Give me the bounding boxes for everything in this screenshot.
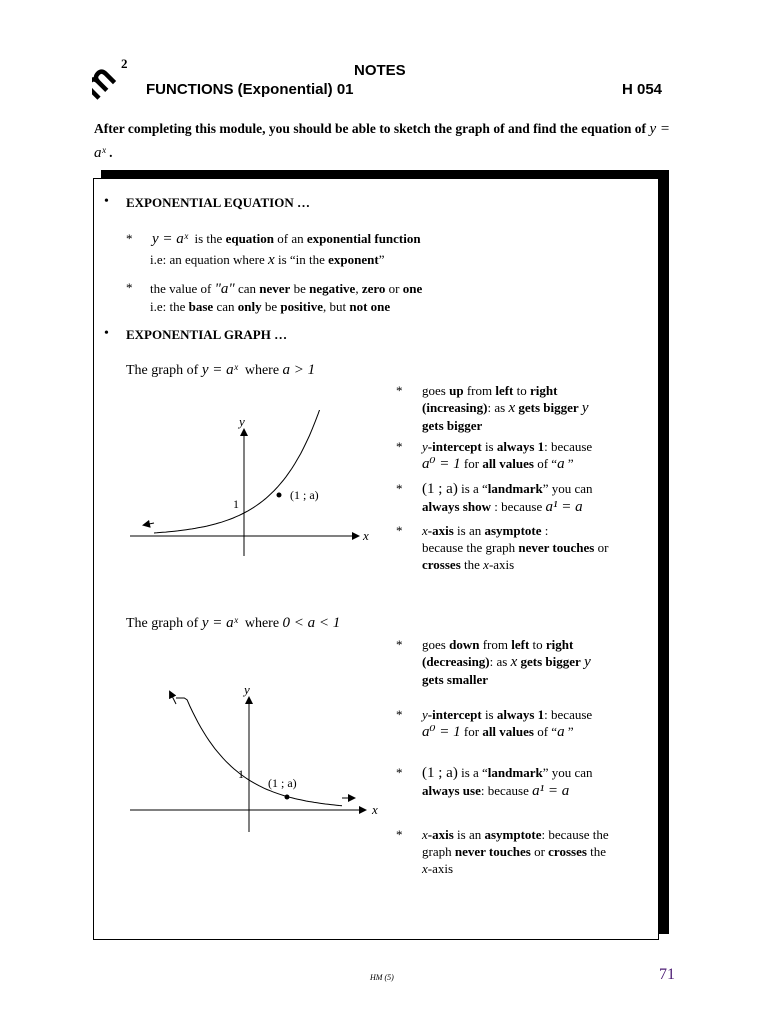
- graph2-point: [285, 795, 290, 800]
- s1-bold: positive: [280, 299, 323, 314]
- note-text: : as: [487, 400, 506, 415]
- header-notes: NOTES: [354, 62, 406, 79]
- note-bold: -axis: [427, 523, 454, 538]
- s1-bold: not one: [349, 299, 391, 314]
- bullet-icon: •: [104, 194, 109, 209]
- note-bold: gets smaller: [422, 672, 489, 687]
- intro-equation: y = aˣ: [94, 121, 670, 161]
- note-bold: crosses: [422, 557, 461, 572]
- note-bold: landmark: [487, 481, 543, 496]
- graph1-point: [277, 493, 282, 498]
- g2-note-4: [396, 826, 666, 877]
- s1-bold: only: [237, 299, 262, 314]
- g1-note-3: [396, 480, 666, 522]
- s1-text: ,: [355, 281, 359, 296]
- note-text: goes: [422, 383, 446, 398]
- asterisk-icon: *: [396, 481, 403, 496]
- s1-bold: zero: [361, 281, 386, 296]
- note-text: : as: [489, 654, 508, 669]
- note-var: x: [422, 523, 428, 538]
- note-text: ”: [564, 724, 574, 739]
- caption-cond: a > 1: [282, 362, 316, 378]
- section2-heading: EXPONENTIAL GRAPH …: [126, 327, 288, 342]
- note-text: -axis: [488, 557, 515, 572]
- note-text: is an: [457, 827, 482, 842]
- note-text: goes: [422, 637, 446, 652]
- header-code: H 054: [622, 81, 663, 98]
- note-bold: up: [449, 383, 464, 398]
- note-bold: all values: [482, 724, 534, 739]
- note-var: a: [557, 724, 565, 740]
- s1-text: is “in the: [277, 252, 325, 267]
- asterisk-icon: *: [396, 707, 403, 722]
- s1-bold: base: [188, 299, 214, 314]
- graph2-curve: [176, 698, 342, 806]
- note-text: because the graph: [422, 540, 516, 555]
- note-bold: always 1: [496, 439, 545, 454]
- caption-text: where: [244, 616, 280, 631]
- note-bold: never touches: [518, 540, 595, 555]
- note-bold: asymptote: [484, 523, 542, 538]
- note-text: for: [463, 456, 480, 471]
- s1-text: i.e: the: [150, 299, 186, 314]
- s1-bold: exponent: [328, 252, 379, 267]
- graph1-intercept: 1: [233, 497, 239, 511]
- note-var: y: [584, 654, 591, 670]
- s1-text: of an: [277, 231, 304, 246]
- s1-text: is the: [194, 231, 223, 246]
- s1-text: or: [388, 281, 400, 296]
- s1-item2-line1: [150, 280, 422, 298]
- asterisk-icon: *: [396, 765, 403, 780]
- note-text: graph: [422, 844, 452, 859]
- note-text: the: [590, 844, 607, 859]
- note-bold: crosses: [548, 844, 587, 859]
- note-text: -axis: [427, 861, 454, 876]
- note-eq: a¹ = a: [532, 783, 570, 799]
- graph1-notes: [396, 382, 666, 573]
- note-bold: left: [511, 637, 530, 652]
- s1-var: "a": [214, 281, 235, 297]
- asterisk-icon: *: [396, 439, 403, 454]
- graph2-caption: [126, 615, 340, 632]
- note-text: to: [532, 637, 543, 652]
- graph2-x-label: x: [372, 802, 378, 817]
- note-text: :: [541, 523, 549, 538]
- note-bold: landmark: [487, 765, 543, 780]
- s1-bold: equation: [225, 231, 274, 246]
- asterisk-icon: *: [396, 637, 403, 652]
- note-text: to: [516, 383, 527, 398]
- asterisk-icon: *: [126, 231, 133, 246]
- section1-heading: EXPONENTIAL EQUATION …: [126, 195, 310, 210]
- note-text: : because: [544, 707, 593, 722]
- note-text: : because: [480, 783, 529, 798]
- g1-note-1: [396, 382, 666, 438]
- s1-bold: negative: [309, 281, 356, 296]
- note-eq: (1 ; a): [422, 481, 458, 497]
- asterisk-icon: *: [396, 827, 403, 842]
- page-number: 71: [659, 966, 675, 983]
- note-var: x: [510, 654, 518, 670]
- intro-paragraph: After completing this module, you should be able to sketch the graph of and find the equation of y = aˣ .: [94, 121, 670, 161]
- note-eq: a⁰ = 1: [422, 724, 461, 740]
- s1-item1-line1: [152, 230, 421, 248]
- note-bold: -intercept: [427, 707, 482, 722]
- note-var: y: [581, 400, 589, 416]
- s1-text: , but: [323, 299, 347, 314]
- graph1-x-label: x: [363, 528, 369, 543]
- s1-text: can: [237, 281, 257, 296]
- graph2-notes: [396, 636, 666, 877]
- s1-text: the value of: [150, 281, 212, 296]
- m2-logo: [92, 54, 138, 102]
- g2-note-2: [396, 706, 666, 764]
- graph1-point-label: (1 ; a): [290, 488, 319, 502]
- caption-text: where: [244, 363, 280, 378]
- caption-eq: y = aˣ: [201, 615, 238, 631]
- g2-note-3: [396, 764, 666, 826]
- graph2-y-label: y: [244, 682, 250, 697]
- note-text: is a “: [461, 765, 488, 780]
- note-bold: (decreasing): [422, 654, 490, 669]
- note-bold: -axis: [427, 827, 454, 842]
- note-bold: always 1: [496, 707, 545, 722]
- note-var: y: [422, 707, 428, 722]
- note-var: x: [483, 557, 489, 572]
- note-text: or: [534, 844, 545, 859]
- s1-text: can: [216, 299, 235, 314]
- graph1-left-arrow: [144, 523, 154, 525]
- note-text: or: [597, 540, 609, 555]
- s1-bold: never: [259, 281, 291, 296]
- note-eq: (1 ; a): [422, 765, 458, 781]
- note-bold: gets bigger: [518, 400, 579, 415]
- note-text: from: [482, 637, 508, 652]
- s1-text: be: [264, 299, 278, 314]
- note-bold: right: [530, 383, 558, 398]
- note-eq: a⁰ = 1: [422, 456, 461, 472]
- note-text: of “: [537, 456, 558, 471]
- note-bold: all values: [482, 456, 534, 471]
- note-text: ”: [564, 456, 574, 471]
- g1-note-2: [396, 438, 666, 480]
- note-bold: left: [495, 383, 514, 398]
- graph2-left-arrow: [170, 692, 176, 704]
- s1-text: be: [293, 281, 306, 296]
- s1-var: x: [268, 252, 275, 268]
- asterisk-icon: *: [396, 523, 403, 538]
- asterisk-icon: *: [396, 383, 403, 398]
- note-text: for: [463, 724, 480, 739]
- note-text: : because: [544, 439, 593, 454]
- s1-eq: y = aˣ: [152, 231, 189, 247]
- s1-bold: exponential function: [306, 231, 421, 246]
- note-bold: down: [449, 637, 480, 652]
- g1-note-4: [396, 522, 666, 573]
- s1-text: ”: [378, 252, 385, 267]
- caption-cond: 0 < a < 1: [282, 615, 341, 631]
- note-text: the: [464, 557, 480, 572]
- g2-note-1: [396, 636, 666, 706]
- graph2-plot: [120, 680, 385, 840]
- caption-text: The graph of: [126, 616, 199, 631]
- note-text: of “: [537, 724, 558, 739]
- note-bold: never touches: [454, 844, 531, 859]
- note-text: is an: [457, 523, 482, 538]
- note-bold: (increasing): [422, 400, 488, 415]
- note-var: x: [422, 861, 428, 876]
- graph1-plot: [120, 410, 380, 560]
- note-bold: gets bigger: [520, 654, 581, 669]
- note-text: : because: [491, 499, 543, 514]
- note-text: is: [484, 707, 494, 722]
- s1-item2-line2: [150, 298, 390, 315]
- note-var: y: [422, 439, 428, 454]
- note-text: from: [466, 383, 493, 398]
- s1-bold: one: [402, 281, 423, 296]
- caption-text: The graph of: [126, 363, 199, 378]
- note-text: : because the: [541, 827, 609, 842]
- note-bold: always show: [422, 499, 491, 514]
- note-text: ” you can: [542, 765, 593, 780]
- graph1-y-label: y: [239, 414, 245, 429]
- note-bold: right: [545, 637, 574, 652]
- note-bold: gets bigger: [422, 418, 483, 433]
- note-bold: asymptote: [484, 827, 542, 842]
- graph2-intercept: 1: [238, 767, 244, 781]
- note-var: x: [508, 400, 516, 416]
- graph1-caption: [126, 362, 315, 379]
- note-bold: always use: [422, 783, 481, 798]
- asterisk-icon: *: [126, 280, 133, 295]
- note-text: ” you can: [542, 481, 593, 496]
- bullet-icon: •: [104, 326, 109, 341]
- note-var: a: [557, 456, 565, 472]
- note-text: is: [484, 439, 494, 454]
- footer-code: HM (5): [370, 973, 394, 982]
- graph2-point-label: (1 ; a): [268, 776, 297, 790]
- note-bold: -intercept: [427, 439, 482, 454]
- header-title: FUNCTIONS (Exponential) 01: [146, 81, 354, 98]
- note-text: is a “: [461, 481, 488, 496]
- note-var: x: [422, 827, 428, 842]
- s1-item1-line2: [150, 251, 385, 269]
- caption-eq: y = aˣ: [201, 362, 238, 378]
- s1-text: i.e: an equation where: [150, 252, 265, 267]
- note-eq: a¹ = a: [545, 499, 583, 515]
- intro-text: After completing this module, you should be able to sketch the graph of and find the equation of: [94, 121, 647, 136]
- svg-text:2: 2: [121, 56, 128, 71]
